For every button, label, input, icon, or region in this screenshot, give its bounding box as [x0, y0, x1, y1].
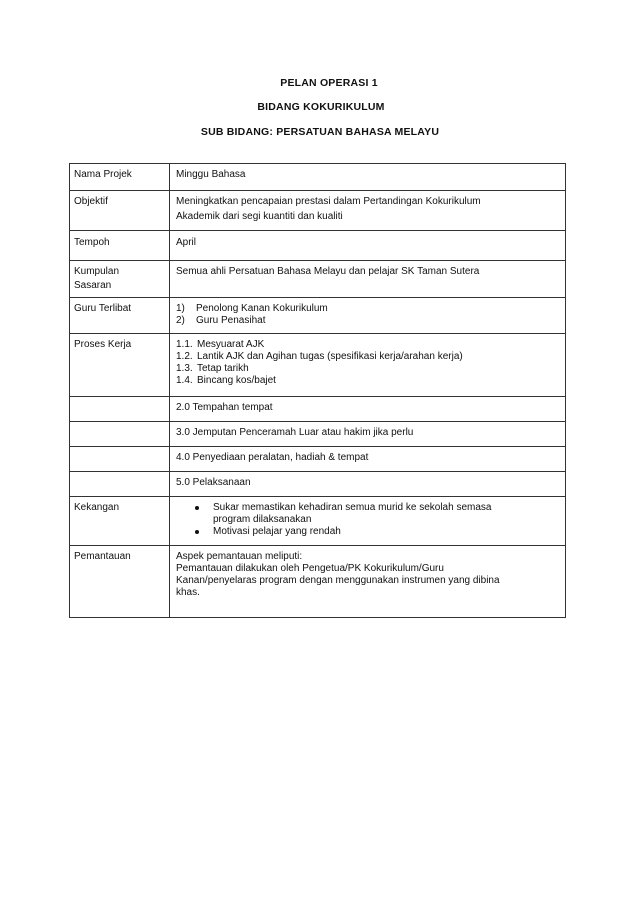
row-value: 5.0 Pelaksanaan: [170, 472, 566, 497]
list-item: 2) Guru Penasihat: [176, 315, 266, 326]
list-item: 1.2. Lantik AJK dan Agihan tugas (spesifikasi kerja/arahan kerja): [176, 351, 463, 362]
list-item: 1.1. Mesyuarat AJK: [176, 339, 265, 350]
row-value: [170, 298, 566, 334]
text-line: Kanan/penyelaras program dengan menggunakan instrumen yang dibina: [176, 575, 500, 586]
text-line: Sasaran: [74, 280, 112, 291]
row-value: Semua ahli Persatuan Bahasa Melayu dan pelajar SK Taman Sutera: [170, 261, 566, 298]
list-item: 1.4. Bincang kos/bajet: [176, 375, 276, 386]
table-row: [70, 164, 566, 191]
operation-plan-table: [69, 163, 566, 618]
text-line: Meningkatkan pencapaian prestasi dalam Pertandingan Kokurikulum: [176, 196, 481, 207]
row-label: [70, 261, 170, 298]
row-value: [170, 191, 566, 231]
bidang-heading: BIDANG KOKURIKULUM: [257, 101, 385, 113]
table-row: [70, 447, 566, 472]
row-value: 4.0 Penyediaan peralatan, hadiah & tempat: [170, 447, 566, 472]
row-label: [70, 447, 170, 472]
text-line: Kumpulan: [74, 266, 120, 277]
table-row: [70, 472, 566, 497]
row-label: [70, 472, 170, 497]
row-label: Proses Kerja: [70, 334, 170, 397]
row-label: Nama Projek: [70, 164, 170, 191]
table-row: [70, 298, 566, 334]
sub-bidang-heading: SUB BIDANG: PERSATUAN BAHASA MELAYU: [200, 126, 440, 138]
list-item: Sukar memastikan kehadiran semua murid ke sekolah semasa program dilaksanakan: [176, 502, 565, 526]
bullet-list: [176, 502, 565, 538]
row-label: Pemantauan: [70, 546, 170, 618]
table-row: [70, 397, 566, 422]
bullet-icon: [195, 530, 199, 534]
table-row: [70, 191, 566, 231]
row-value: [170, 546, 566, 618]
table-row: [70, 546, 566, 618]
row-label: [70, 422, 170, 447]
row-label: Kekangan: [70, 497, 170, 546]
row-value: [170, 334, 566, 397]
row-value: [170, 497, 566, 546]
numbered-list: [176, 303, 565, 327]
row-value: 2.0 Tempahan tempat: [170, 397, 566, 422]
text-line: Akademik dari segi kuantiti dan kualiti: [176, 211, 343, 222]
bullet-icon: [195, 506, 199, 510]
row-label: [70, 397, 170, 422]
row-label: Tempoh: [70, 231, 170, 261]
page-title: PELAN OPERASI 1: [280, 77, 378, 89]
text-line: khas.: [176, 587, 200, 598]
table-row: [70, 261, 566, 298]
list-item: 1.3. Tetap tarikh: [176, 363, 249, 374]
row-value: April: [170, 231, 566, 261]
text-line: Aspek pemantauan meliputi:: [176, 551, 303, 562]
table-row: [70, 497, 566, 546]
row-label: Objektif: [70, 191, 170, 231]
list-item: Motivasi pelajar yang rendah: [176, 526, 565, 538]
table-row: [70, 334, 566, 397]
text-line: Pemantauan dilakukan oleh Pengetua/PK Kokurikulum/Guru: [176, 563, 444, 574]
table-row: [70, 231, 566, 261]
row-value: 3.0 Jemputan Penceramah Luar atau hakim jika perlu: [170, 422, 566, 447]
row-value: Minggu Bahasa: [170, 164, 566, 191]
list-item: 1) Penolong Kanan Kokurikulum: [176, 303, 328, 314]
table-row: [70, 422, 566, 447]
row-label: Guru Terlibat: [70, 298, 170, 334]
numbered-list: [176, 339, 565, 387]
